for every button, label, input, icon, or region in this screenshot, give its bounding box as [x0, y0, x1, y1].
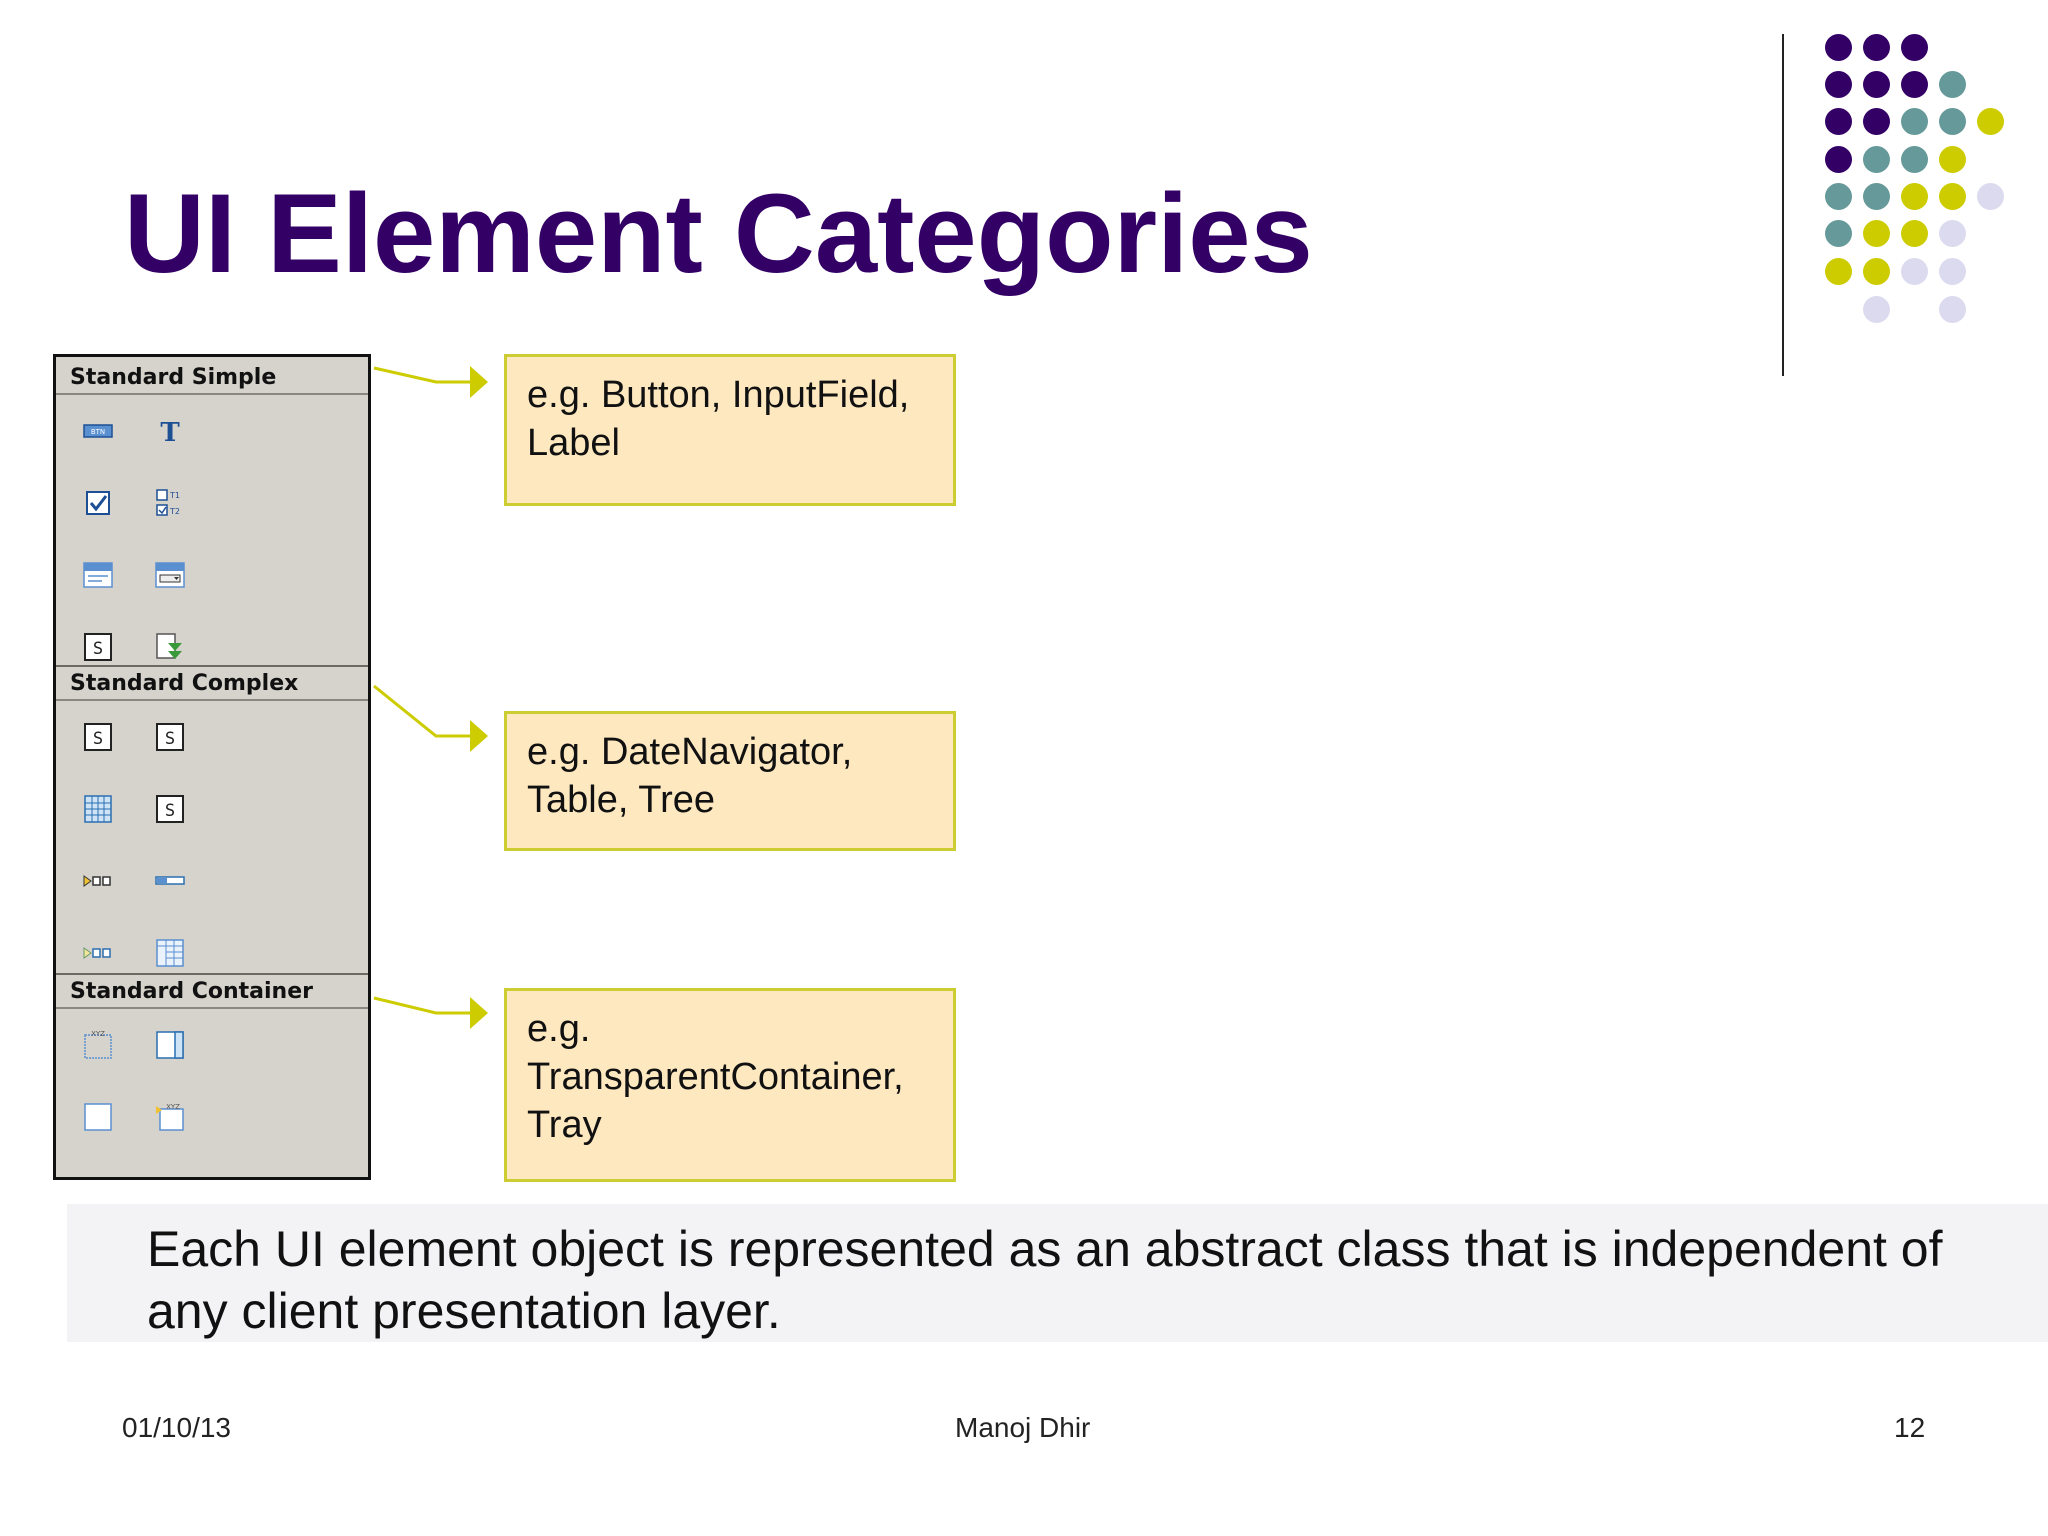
generic-s-icon[interactable] — [82, 631, 114, 663]
decorative-dot — [1901, 108, 1928, 135]
slide-title: UI Element Categories — [124, 171, 1313, 296]
decorative-dot — [1939, 296, 1966, 323]
decorative-dot — [1825, 71, 1852, 98]
svg-text:T2: T2 — [170, 507, 180, 516]
palette-section-standard-container[interactable]: Standard Container — [56, 975, 368, 1009]
decorative-dot — [1863, 296, 1890, 323]
callout-standard-simple — [504, 354, 956, 506]
decorative-dot — [1825, 146, 1852, 173]
svg-text:S: S — [164, 801, 176, 821]
roadmap-small-icon[interactable] — [82, 937, 114, 969]
decorative-dot — [1825, 108, 1852, 135]
decorative-dot — [1939, 146, 1966, 173]
connector-line-simple — [374, 368, 480, 382]
connector-line-container — [374, 998, 480, 1013]
decorative-dot — [1901, 258, 1928, 285]
svg-text:T: T — [160, 418, 180, 447]
footer-date: 01/10/13 — [122, 1412, 231, 1443]
callout-text-line: e.g. Button, InputField, — [527, 374, 910, 416]
decorative-dot — [1901, 71, 1928, 98]
callout-standard-container — [504, 988, 956, 1182]
input-field-icon[interactable] — [82, 559, 114, 591]
palette-section-standard-complex[interactable]: Standard Complex — [56, 667, 368, 701]
body-text: Each UI element object is represented as an abstract class that is independent of any client presentation layer. — [147, 1221, 1943, 1339]
decorative-dot — [1825, 220, 1852, 247]
ui-element-palette — [53, 354, 371, 1180]
decorative-dot — [1863, 183, 1890, 210]
decorative-divider-line — [1782, 34, 1784, 376]
group-icon[interactable] — [82, 1101, 114, 1133]
checkbox-icon[interactable] — [82, 487, 114, 519]
decorative-dot — [1825, 183, 1852, 210]
generic-s-icon[interactable] — [154, 721, 186, 753]
decorative-dot — [1939, 71, 1966, 98]
roadmap-icon[interactable] — [82, 865, 114, 897]
decorative-dot — [1863, 34, 1890, 61]
svg-text:S: S — [164, 729, 176, 749]
button-icon[interactable] — [82, 415, 114, 447]
decorative-dot — [1863, 220, 1890, 247]
palette-section-standard-simple[interactable]: Standard Simple — [56, 361, 368, 395]
decorative-dot — [1825, 34, 1852, 61]
footer-page-number: 12 — [1894, 1412, 1926, 1443]
dropdown-icon[interactable] — [154, 559, 186, 591]
arrowhead-container — [470, 997, 488, 1029]
callout-text-line: Tray — [527, 1104, 602, 1146]
decorative-dot — [1901, 34, 1928, 61]
decorative-dot — [1863, 146, 1890, 173]
decorative-dot — [1825, 258, 1852, 285]
svg-text:BTN: BTN — [90, 428, 106, 436]
decorative-dot — [1977, 108, 2004, 135]
arrowhead-simple — [470, 366, 488, 398]
svg-text:S: S — [92, 639, 104, 659]
decorative-dot — [1939, 220, 1966, 247]
callout-standard-complex — [504, 711, 956, 851]
decorative-dot — [1863, 108, 1890, 135]
callout-text-line: TransparentContainer, — [527, 1056, 904, 1098]
callout-text-line: Label — [527, 422, 620, 464]
generic-s-icon[interactable] — [154, 793, 186, 825]
decorative-dot — [1901, 146, 1928, 173]
decorative-dot — [1863, 71, 1890, 98]
checkbox-group-icon[interactable] — [154, 487, 186, 519]
text-view-icon[interactable] — [154, 415, 186, 447]
table-icon[interactable] — [82, 793, 114, 825]
grid-icon[interactable] — [154, 937, 186, 969]
svg-text:XYZ: XYZ — [166, 1103, 180, 1111]
svg-text:T1: T1 — [170, 491, 180, 500]
decorative-dot — [1939, 183, 1966, 210]
connector-line-complex — [374, 686, 480, 736]
arrowhead-complex — [470, 720, 488, 752]
footer-author: Manoj Dhir — [955, 1412, 1091, 1443]
transparent-container-icon[interactable] — [82, 1029, 114, 1061]
body-text-band — [67, 1204, 2048, 1342]
callout-text-line: Table, Tree — [527, 779, 715, 821]
decorative-dot — [1863, 258, 1890, 285]
callout-text-line: e.g. DateNavigator, — [527, 731, 853, 773]
decorative-dot — [1901, 220, 1928, 247]
decorative-dot — [1901, 183, 1928, 210]
tray-icon[interactable] — [154, 1029, 186, 1061]
decorative-dot — [1939, 108, 1966, 135]
svg-text:S: S — [92, 729, 104, 749]
decorative-dot — [1939, 258, 1966, 285]
progress-bar-icon[interactable] — [154, 865, 186, 897]
scroll-container-icon[interactable] — [154, 1101, 186, 1133]
file-download-icon[interactable] — [154, 631, 186, 663]
generic-s-icon[interactable] — [82, 721, 114, 753]
svg-text:XYZ: XYZ — [91, 1030, 105, 1038]
decorative-dot — [1977, 183, 2004, 210]
callout-text-line: e.g. — [527, 1008, 591, 1050]
